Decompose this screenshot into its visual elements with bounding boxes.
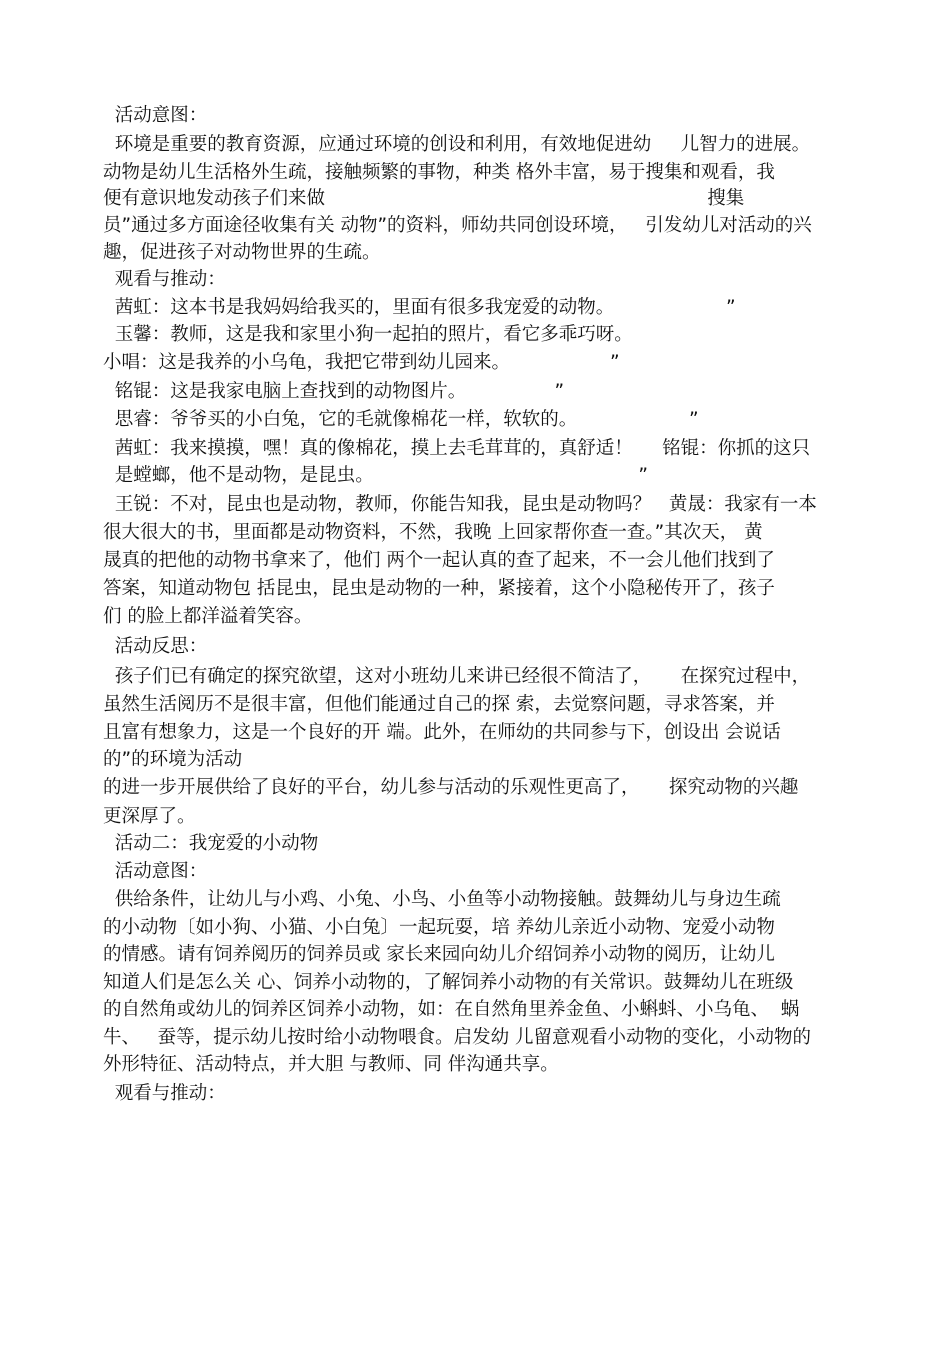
text-line: 思睿：爷爷买的小白兔，它的毛就像棉花一样，软软的。 ”	[103, 409, 699, 430]
text-line: 的情感。请有饲养阅历的饲养员或 家长来园向幼儿介绍饲养小动物的阅历，让幼儿	[103, 944, 775, 965]
text-line: 更深厚了。	[103, 806, 196, 827]
text-line: 牛、 蚕等，提示幼儿按时给小动物喂食。启发幼 儿留意观看小动物的变化，小动物的	[103, 1027, 812, 1048]
text-line: 环境是重要的教育资源，应通过环境的创设和利用，有效地促进幼 儿智力的进展。	[103, 134, 811, 155]
text-line: 活动意图：	[103, 861, 208, 882]
text-line: 便有意识地发动孩子们来做 搜集	[103, 188, 745, 209]
text-line: 外形特征、活动特点，并大胆 与教师、同 伴沟通共享。	[103, 1054, 559, 1075]
text-line: 虽然生活阅历不是很丰富，但他们能通过自己的探 索，去觉察问题，寻求答案，并	[103, 694, 775, 715]
text-line: 是螳螂，他不是动物，是昆虫。 ”	[103, 465, 648, 486]
text-line: 的”的环境为活动	[103, 749, 243, 770]
text-line: 的进一步开展供给了良好的平台，幼儿参与活动的乐观性更高了， 探究动物的兴趣	[103, 777, 799, 798]
text-line: 活动反思：	[103, 636, 208, 657]
text-line: 铭锟：这是我家电脑上查找到的动物图片。 ”	[103, 381, 565, 402]
text-line: 小唱：这是我养的小乌龟，我把它带到幼儿园来。 ”	[103, 352, 620, 373]
text-line: 观看与推动：	[103, 1083, 226, 1104]
text-line: 员”通过多方面途径收集有关 动物”的资料，师幼共同创设环境， 引发幼儿对活动的兴	[103, 215, 812, 236]
text-line: 茜虹：我来摸摸，嘿！真的像棉花，摸上去毛茸茸的，真舒适！ 铭锟：你抓的这只	[103, 438, 811, 459]
text-line: 动物是幼儿生活格外生疏，接触频繁的事物，种类 格外丰富，易于搜集和观看，我	[103, 162, 775, 183]
text-line: 观看与推动：	[103, 269, 226, 290]
text-line: 活动二：我宠爱的小动物	[103, 833, 319, 854]
text-line: 玉馨：教师，这是我和家里小狗一起拍的照片，看它多乖巧呀。	[103, 324, 633, 345]
text-line: 且富有想象力，这是一个良好的开 端。此外，在师幼的共同参与下，创设出 会说话	[103, 722, 781, 743]
text-line: 们 的脸上都洋溢着笑容。	[103, 606, 313, 627]
text-line: 知道人们是怎么关 心、饲养小动物的，了解饲养小动物的有关常识。鼓舞幼儿在班级	[103, 972, 794, 993]
text-line: 活动意图：	[103, 105, 208, 126]
text-line: 的自然角或幼儿的饲养区饲养小动物，如：在自然角里养金鱼、小蝌蚪、小乌龟、 蜗	[103, 999, 800, 1020]
text-line: 王锐：不对，昆虫也是动物，教师，你能告知我，昆虫是动物吗？ 黄晟：我家有一本	[103, 494, 817, 515]
text-line: 供给条件，让幼儿与小鸡、小兔、小鸟、小鱼等小动物接触。鼓舞幼儿与身边生疏	[103, 889, 781, 910]
text-line: 趣，促进孩子对动物世界的生疏。	[103, 242, 381, 263]
text-line: 孩子们已有确定的探究欲望，这对小班幼儿来讲已经很不简洁了， 在探究过程中，	[103, 666, 811, 687]
text-line: 茜虹：这本书是我妈妈给我买的，里面有很多我宠爱的动物。 ”	[103, 297, 736, 318]
text-line: 答案，知道动物包 括昆虫，昆虫是动物的一种，紧接着，这个小隐秘传开了，孩子	[103, 578, 775, 599]
text-line: 很大很大的书，里面都是动物资料，不然，我晚 上回家帮你查一查。”其次天， 黄	[103, 522, 763, 543]
text-line: 的小动物〔如小狗、小猫、小白兔〕一起玩耍，培 养幼儿亲近小动物、宠爱小动物	[103, 917, 775, 938]
text-line: 晟真的把他的动物书拿来了，他们 两个一起认真的查了起来，不一会儿他们找到了	[103, 550, 775, 571]
